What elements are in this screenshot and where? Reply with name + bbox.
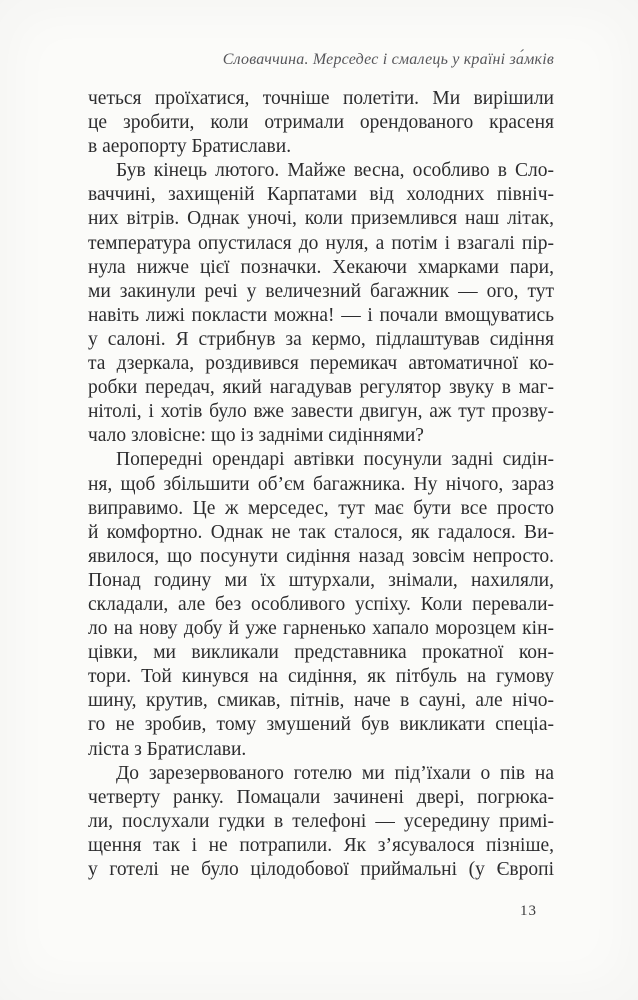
text-line: ваччині, захищеній Карпатами від холодних північ- <box>88 184 554 206</box>
text-line: нула нижче цієї позначки. Хекаючи хмарками пари, <box>88 256 554 278</box>
text-line: чало зловісне: що із задніми сидіннями? <box>88 425 424 447</box>
text-line: робки передач, який нагадував регулятор звуку в маг- <box>88 377 554 399</box>
text-line: четься проїхатися, точніше полетіти. Ми вирішили <box>88 88 554 109</box>
text-line: До зарезервованого готелю ми під’їхали о пів на <box>116 762 554 784</box>
text-line: ня, щоб збільшити об’єм багажника. Ну нічого, зараз <box>88 473 554 495</box>
text-line: ли, послухали гудки в телефоні — усередину примі- <box>88 810 554 832</box>
text-line: Був кінець лютого. Майже весна, особливо в Сло- <box>116 160 554 182</box>
text-line: виправимо. Це ж мерседес, тут має бути все просто <box>88 497 554 519</box>
text-line: й комфортно. Однак не так сталося, як гадалося. Ви- <box>88 521 554 543</box>
text-line: Понад годину ми їх штурхали, знімали, нахиляли, <box>88 569 554 591</box>
text-line: шину, крутив, смикав, пітнів, наче в сауні, але нічо- <box>88 690 554 712</box>
text-line: ло на нову добу й уже гарненько хапало морозцем кін- <box>88 618 554 640</box>
text-line: них вітрів. Однак уночі, коли приземлився наш літак, <box>88 208 554 230</box>
text-line: явилося, що посунути сидіння назад зовсім непросто. <box>88 545 554 567</box>
running-header: Словаччина. Мерседес і смалець у країні за́мків <box>222 51 554 68</box>
text-line: ліста з Братислави. <box>88 738 247 760</box>
text-line: цівки, ми викликали представника прокатної кон- <box>88 642 554 664</box>
text-line: го не зробив, тому змушений був викликати спеціа- <box>88 714 554 736</box>
text-line: у готелі не було цілодобової приймальні (у Європі <box>88 859 554 880</box>
text-line: ми закинули речі у величезний багажник — ого, тут <box>88 280 554 302</box>
text-line: у салоні. Я стрибнув за кермо, підлаштував сидіння <box>88 328 554 350</box>
text-line: складали, але без особливого успіху. Коли перевали- <box>88 593 554 615</box>
text-line: щення так і не потрапили. Як з’ясувалося пізніше, <box>88 834 554 856</box>
text-line: температура опустилася до нуля, а потім і взагалі пір- <box>88 232 554 254</box>
text-line: та дзеркала, роздивився перемикач автоматичної ко- <box>88 353 554 375</box>
text-line: нітолі, і хотів було вже завести двигун, аж тут прозву- <box>88 401 554 423</box>
text-line: в аеропорту Братислави. <box>88 136 292 158</box>
text-line: навіть лижі покласти можна! — і почали вмощуватись <box>88 304 554 326</box>
text-line: тори. Той кинувся на сидіння, як пітбуль на гумову <box>88 666 554 688</box>
text-line: це зробити, коли отримали орендованого красеня <box>88 112 554 134</box>
text-line: четверту ранку. Помацали зачинені двері, погрюка- <box>88 786 554 808</box>
page-number: 13 <box>520 903 537 919</box>
text-line: Попередні орендарі автівки посунули задні сидін- <box>116 449 554 471</box>
body-text <box>88 87 554 882</box>
